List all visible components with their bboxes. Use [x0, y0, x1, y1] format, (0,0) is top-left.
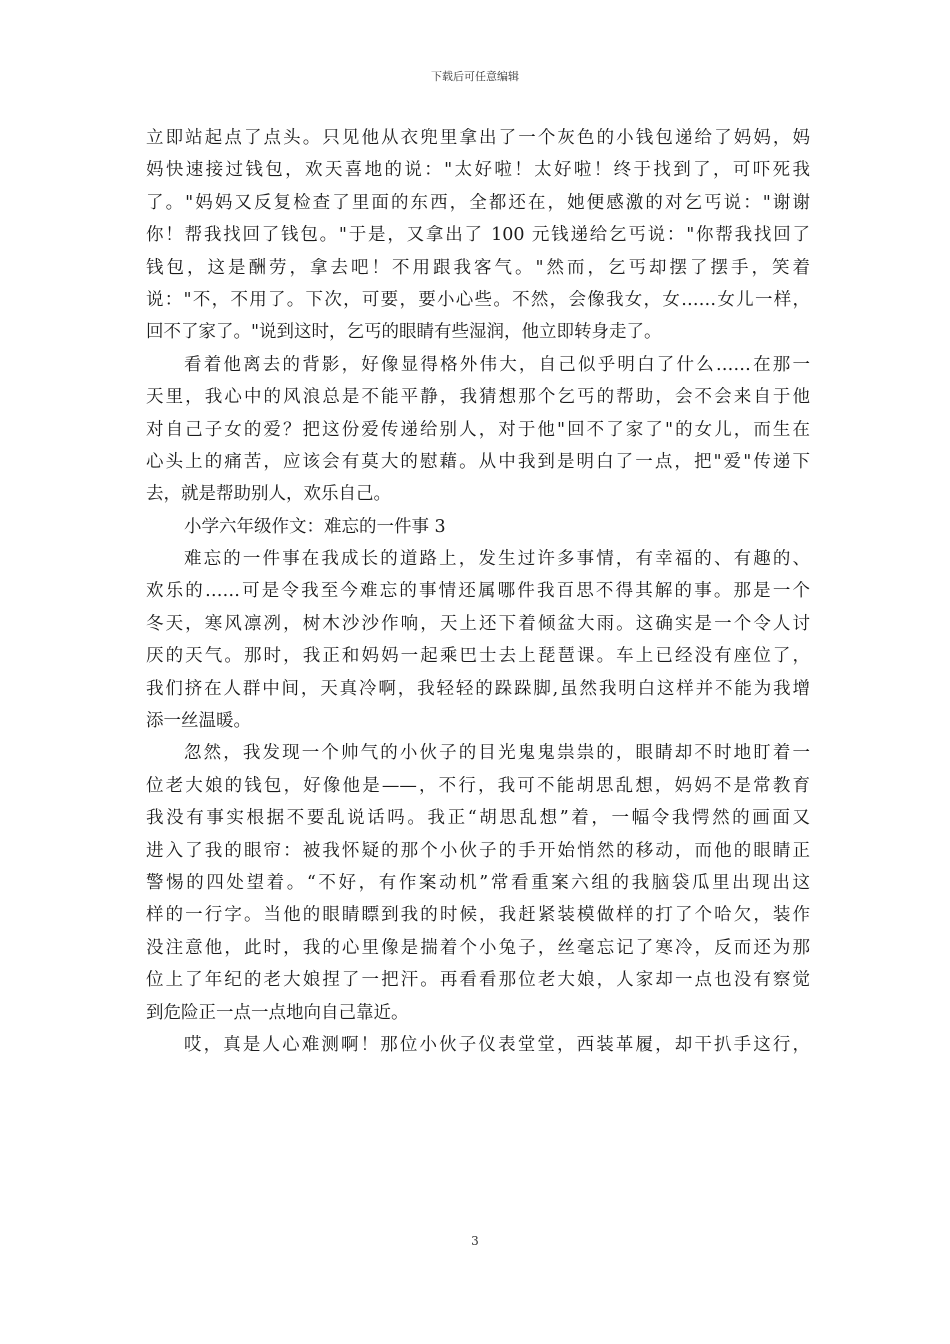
- text-line: 心头上的痛苦，应该会有莫大的慰藉。从中我到是明白了一点，把"爱"传递下: [146, 451, 810, 472]
- text-line: 欢乐的……可是令我至今难忘的事情还属哪件我百思不得其解的事。那是一个: [146, 581, 810, 602]
- paragraph-start-line: 忽然，我发现一个帅气的小伙子的目光鬼鬼祟祟的，眼睛却不时地盯着一: [184, 743, 810, 764]
- text-line: 立即站起点了点头。只见他从衣兜里拿出了一个灰色的小钱包递给了妈妈，妈: [146, 128, 810, 148]
- paragraph-start-line: 哎，真是人心难测啊！那位小伙子仪表堂堂，西装革履，却干扒手这行，: [184, 1034, 810, 1055]
- text-line: 了。"妈妈又反复检查了里面的东西，全都还在，她便感激的对乞丐说："谢谢: [146, 192, 810, 213]
- text-line: 没注意他，此时，我的心里像是揣着个小兔子，丝毫忘记了寒冷，反而还为那: [146, 937, 810, 958]
- section-title: 小学六年级作文：难忘的一件事 3: [184, 516, 446, 537]
- text-line: 对自己子女的爱？把这份爱传递给别人，对于他"回不了家了"的女儿，而生在: [146, 419, 810, 440]
- text-line: 冬天，寒风凛冽，树木沙沙作响，天上还下着倾盆大雨。这确实是一个令人讨: [146, 613, 810, 634]
- paragraph-start-line: 难忘的一件事在我成长的道路上，发生过许多事情，有幸福的、有趣的、: [184, 549, 810, 570]
- text-line: 去，就是帮助别人，欢乐自己。: [146, 484, 391, 505]
- text-line: 位上了年纪的老大娘捏了一把汗。再看看那位老大娘，人家却一点也没有察觉: [146, 970, 810, 991]
- paragraph-start-line: 看着他离去的背影，好像显得格外伟大，自己似乎明白了什么……在那一: [184, 354, 810, 375]
- text-line: 你！帮我找回了钱包。"于是，又拿出了 100 元钱递给乞丐说："你帮我找回了: [146, 225, 810, 246]
- text-line: 样的一行字。当他的眼睛瞟到我的时候，我赶紧装模做样的打了个哈欠，装作: [146, 905, 810, 926]
- text-line: 钱包，这是酬劳，拿去吧！不用跟我客气。"然而，乞丐却摆了摆手，笑着: [146, 257, 810, 278]
- text-line: 天里，我心中的风浪总是不能平静，我猜想那个乞丐的帮助，会不会来自于他: [146, 387, 810, 408]
- text-line: 到危险正一点一点地向自己靠近。: [146, 1002, 409, 1023]
- text-line: 回不了家了。"说到这时，乞丐的眼睛有些湿润，他立即转身走了。: [146, 322, 662, 343]
- text-line: 警惕的四处望着。“不好，有作案动机”常看重案六组的我脑袋瓜里出现出这: [146, 872, 810, 893]
- text-line: 我们挤在人群中间，天真冷啊，我轻轻的跺跺脚,虽然我明白这样并不能为我增: [146, 678, 810, 699]
- page-number: 3: [471, 1234, 479, 1248]
- text-line: 进入了我的眼帘：被我怀疑的那个小伙子的手开始悄然的移动，而他的眼睛正: [146, 840, 810, 861]
- text-line: 位老大娘的钱包，好像他是——，不行，我可不能胡思乱想，妈妈不是常教育: [146, 775, 810, 796]
- text-line: 说："不，不用了。下次，可要，要小心些。不然，会像我女，女……女儿一样，: [146, 289, 810, 310]
- page-header: 下载后可任意编辑: [431, 70, 519, 83]
- text-line: 妈快速接过钱包，欢天喜地的说："太好啦！太好啦！终于找到了，可吓死我: [146, 160, 810, 181]
- text-line: 我没有事实根据不要乱说话吗。我正“胡思乱想”着，一幅令我愕然的画面又: [146, 808, 810, 829]
- text-line: 添一丝温暖。: [146, 711, 251, 732]
- text-line: 厌的天气。那时，我正和妈妈一起乘巴士去上琵琶课。车上已经没有座位了，: [146, 646, 810, 667]
- document-body: [146, 122, 810, 1061]
